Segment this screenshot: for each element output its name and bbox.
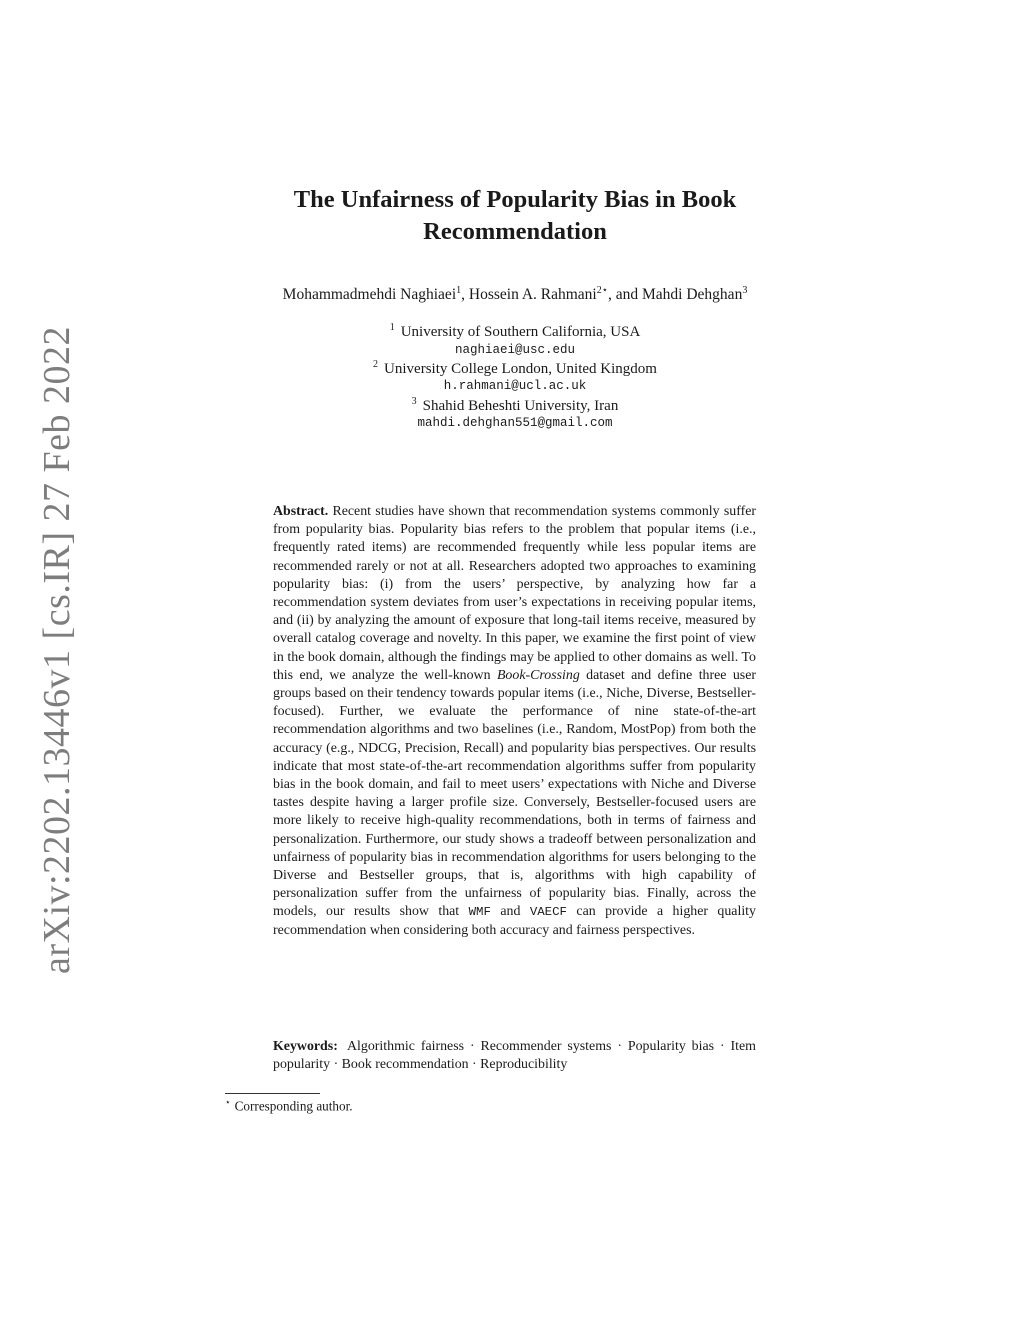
email: h.rahmani@ucl.ac.uk — [443, 379, 587, 393]
email: mahdi.dehghan551@gmail.com — [417, 416, 613, 430]
abstract — [273, 503, 756, 940]
keywords — [273, 1038, 756, 1074]
footnote-text: Corresponding author. — [234, 1098, 353, 1114]
keywords-label: Keywords: — [273, 1039, 338, 1054]
affiliation-name: University of Southern California, USA — [400, 324, 641, 340]
affiliation-name: University College London, United Kingdom — [384, 361, 657, 377]
affiliation-num: 2 — [373, 359, 379, 370]
author-name: and Mahdi Dehghan — [615, 286, 743, 304]
affiliation — [250, 359, 780, 378]
affiliation-num: 3 — [411, 396, 417, 407]
author-sup: 1 — [456, 285, 462, 296]
abstract-text: dataset and define three user groups based on their tendency towards popular items (i.e., Niche, Diverse, Bestseller-focused). Further, we evaluate the performance of nine state-of-the-art recommendation algorithms and two baselines (i.e., Random, MostPop) from both the accuracy (e.g., NDCG, Precision, Recall) and popularity bias perspectives. Our results indicate that most state-of-the-art recommendation algorithms suffer from popularity bias in the book domain, and fail to meet users’ expectations with Niche and Diverse tastes despite having a larger profile size. Conversely, Bestseller-focused users are more likely to receive high-quality recommendations, both in terms of fairness and personalization. Furthermore, our study shows a tradeoff between personalization and unfairness of popularity bias in recommendation algorithms for users belonging to the Diverse and Bestseller groups, that is, algorithms with high capability of personalization suffer from the unfairness of popularity bias. Finally, across the models, our results show that — [273, 667, 756, 920]
keywords-text: Algorithmic fairness · Recommender systems · Popularity bias · Item popularity · Book recommendation · Reproducibility — [273, 1039, 756, 1073]
paper-title — [225, 184, 805, 248]
author-name: Hossein A. Rahmani — [468, 286, 597, 304]
affiliation — [250, 322, 780, 341]
abstract-text: Recent studies have shown that recommendation systems commonly suffer from popularity bias. Popularity bias refers to the problem that popular items (i.e., frequently rated items) are recommended frequently while less popular items are recommended rarely or not at all. Researchers adopted two approaches to examining popularity bias: (i) from the users’ perspective, by analyzing how far a recommendation system deviates from user’s expectations in receiving popular items, and (ii) by analyzing the amount of exposure that long-tail items receive, measured by overall catalog coverage and novelty. In this paper, we examine the first point of view in the book domain, although the findings may be applied to other domains as well. To this end, we analyze the well-known — [273, 504, 756, 683]
arxiv-stamp: arXiv:2202.13446v1 [cs.IR] 27 Feb 2022 — [36, 325, 78, 975]
abstract-label: Abstract. — [273, 504, 329, 519]
dataset-name: Book-Crossing — [496, 667, 580, 683]
author-sup: 3 — [742, 285, 748, 296]
author-list: Mohammadmehdi Naghiaei$^1$, Hossein A. Rahmani$^{2⋆}$, and Mahdi Dehghan$^3$ — [282, 285, 748, 304]
footnote-mark: ⋆ — [225, 1097, 231, 1107]
title-line-2: Recommendation — [423, 218, 607, 245]
affiliation-num: 1 — [389, 322, 395, 333]
model-name: WMF — [468, 905, 491, 920]
email: naghiaei@usc.edu — [454, 343, 576, 357]
author-sup: 2⋆ — [596, 285, 609, 296]
abstract-text: can provide a higher quality recommendation when considering both accuracy and fairness perspectives. — [273, 904, 756, 938]
title-line-1: The Unfairness of Popularity Bias in Book — [293, 186, 737, 213]
model-name: VAECF — [529, 905, 567, 920]
affiliation-name: Shahid Beheshti University, Iran — [422, 398, 619, 414]
abstract-text: and — [500, 904, 521, 920]
footnote-divider — [225, 1093, 320, 1094]
footnote — [225, 1097, 353, 1114]
affiliation — [250, 396, 780, 415]
author-name: Mohammadmehdi Naghiaei — [282, 286, 457, 304]
